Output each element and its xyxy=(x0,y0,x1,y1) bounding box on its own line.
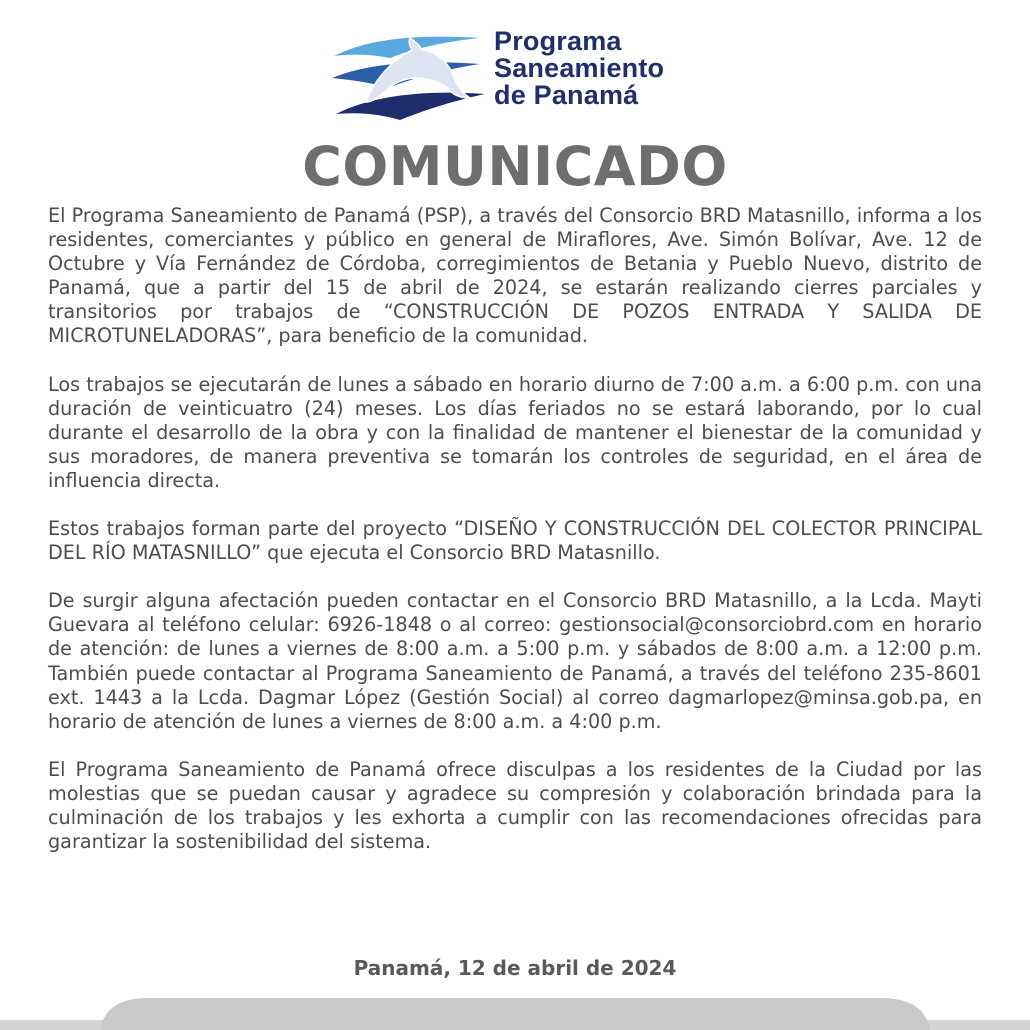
paragraph-contact: De surgir alguna afectación pueden contactar en el Consorcio BRD Matasnillo, a la Lcda. Mayti Guevara al teléfono celular: 6926-1848 o al correo: gestionsocial@consorciobrd.com en horario de atención: de lunes a viernes de 8:00 a.m. a 5:00 p.m. y sábados de 8:00 a.m. a 12:00 p.m. También puede contactar al Programa Saneamiento de Panamá, a través del teléfono 235-8601 ext. 1443 a la Lcda. Dagmar López (Gestión Social) al correo dagmarlopez@minsa.gob.pa, en horario de atención de lunes a viernes de 8:00 a.m. a 4:00 p.m. xyxy=(48,589,982,733)
program-logo xyxy=(330,28,710,120)
issue-date: Panamá, 12 de abril de 2024 xyxy=(353,956,677,980)
paragraph-schedule: Los trabajos se ejecutarán de lunes a sábado en horario diurno de 7:00 a.m. a 6:00 p.m. con una duración de veinticuatro (24) meses. Los días feriados no se estará laborando, por lo cual durante el desarrollo de la obra y con la finalidad de mantener el bienestar de la comunidad y sus moradores, de manera preventiva se tomarán los controles de seguridad, en el área de influencia directa. xyxy=(48,372,982,492)
dolphin-waves-icon xyxy=(330,32,490,120)
logo-wordmark xyxy=(494,28,664,109)
footer-band xyxy=(0,994,1030,1030)
announcement-body xyxy=(48,204,982,878)
paragraph-closing: El Programa Saneamiento de Panamá ofrece disculpas a los residentes de la Ciudad por las molestias que se puedan causar y agradece su compresión y colaboración brindada para la culminación de los trabajos y les exhorta a cumplir con las recomendaciones ofrecidas para garantizar la sostenibilidad del sistema. xyxy=(48,757,982,854)
logo-line-1: Programa xyxy=(494,26,622,56)
paragraph-project: Estos trabajos forman parte del proyecto “DISEÑO Y CONSTRUCCIÓN DEL COLECTOR PRINCIPAL DEL RÍO MATASNILLO” que ejecuta el Consorcio BRD Matasnillo. xyxy=(48,517,982,565)
logo-line-2: Saneamiento xyxy=(494,53,665,83)
logo-line-3: de Panamá xyxy=(494,80,639,110)
paragraph-intro: El Programa Saneamiento de Panamá (PSP), a través del Consorcio BRD Matasnillo, informa a los residentes, comerciantes y público en general de Miraflores, Ave. Simón Bolívar, Ave. 12 de Octubre y Vía Fernández de Córdoba, corregimientos de Betania y Pueblo Nuevo, distrito de Panamá, que a partir del 15 de abril de 2024, se estarán realizando cierres parciales y transitorios por trabajos de “CONSTRUCCIÓN DE POZOS ENTRADA Y SALIDA DE MICROTUNELADORAS”, para beneficio de la comunidad. xyxy=(48,204,982,348)
page-title: COMUNICADO xyxy=(302,135,728,198)
